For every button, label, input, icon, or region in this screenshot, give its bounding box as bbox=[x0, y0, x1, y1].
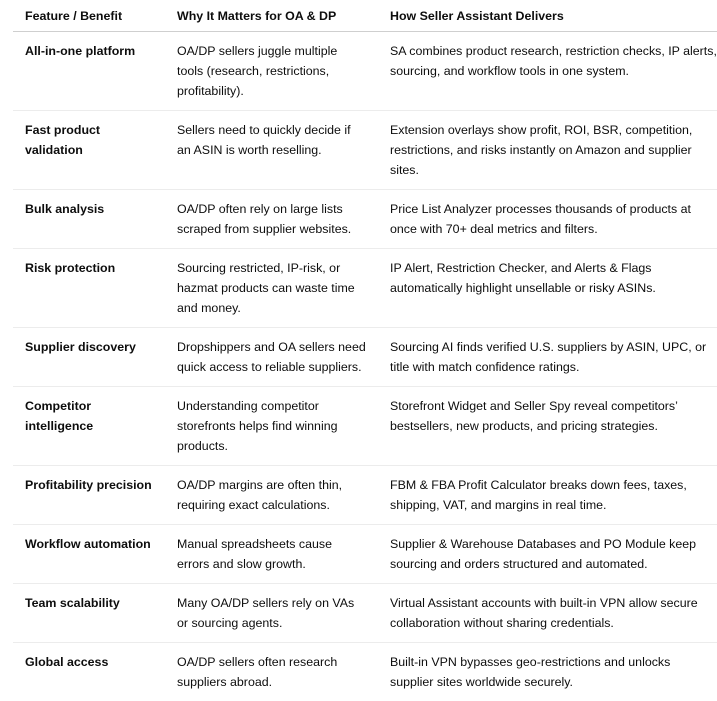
table-row bbox=[13, 111, 717, 190]
why-cell: OA/DP often rely on large lists scraped from supplier websites. bbox=[165, 190, 378, 249]
how-cell: FBM & FBA Profit Calculator breaks down fees, taxes, shipping, VAT, and margins in real time. bbox=[378, 466, 717, 525]
why-cell: OA/DP sellers often research suppliers abroad. bbox=[165, 643, 378, 701]
feature-cell: Supplier discovery bbox=[13, 328, 165, 387]
how-cell: Built-in VPN bypasses geo-restrictions and unlocks supplier sites worldwide securely. bbox=[378, 643, 717, 701]
feature-cell: Fast product validation bbox=[13, 111, 165, 190]
why-cell: OA/DP sellers juggle multiple tools (research, restrictions, profitability). bbox=[165, 32, 378, 111]
comparison-table bbox=[13, 0, 717, 701]
how-cell: Supplier & Warehouse Databases and PO Module keep sourcing and orders structured and automated. bbox=[378, 525, 717, 584]
header-why: Why It Matters for OA & DP bbox=[165, 0, 378, 32]
feature-cell: Workflow automation bbox=[13, 525, 165, 584]
table-row bbox=[13, 190, 717, 249]
why-cell: Dropshippers and OA sellers need quick access to reliable suppliers. bbox=[165, 328, 378, 387]
header-how: How Seller Assistant Delivers bbox=[378, 0, 717, 32]
table-row bbox=[13, 328, 717, 387]
how-cell: Extension overlays show profit, ROI, BSR, competition, restrictions, and risks instantly on Amazon and supplier sites. bbox=[378, 111, 717, 190]
feature-cell: Bulk analysis bbox=[13, 190, 165, 249]
feature-cell: Competitor intelligence bbox=[13, 387, 165, 466]
why-cell: Understanding competitor storefronts helps find winning products. bbox=[165, 387, 378, 466]
feature-cell: All-in-one platform bbox=[13, 32, 165, 111]
how-cell: IP Alert, Restriction Checker, and Alerts & Flags automatically highlight unsellable or risky ASINs. bbox=[378, 249, 717, 328]
table-body bbox=[13, 32, 717, 701]
how-cell: Price List Analyzer processes thousands of products at once with 70+ deal metrics and filters. bbox=[378, 190, 717, 249]
header-row bbox=[13, 0, 717, 32]
why-cell: Sourcing restricted, IP-risk, or hazmat products can waste time and money. bbox=[165, 249, 378, 328]
table-row bbox=[13, 643, 717, 701]
how-cell: SA combines product research, restriction checks, IP alerts, sourcing, and workflow tools in one system. bbox=[378, 32, 717, 111]
table-row bbox=[13, 466, 717, 525]
why-cell: OA/DP margins are often thin, requiring exact calculations. bbox=[165, 466, 378, 525]
how-cell: Storefront Widget and Seller Spy reveal competitors’ bestsellers, new products, and pricing strategies. bbox=[378, 387, 717, 466]
why-cell: Many OA/DP sellers rely on VAs or sourcing agents. bbox=[165, 584, 378, 643]
table-row bbox=[13, 249, 717, 328]
table-row bbox=[13, 584, 717, 643]
table-row bbox=[13, 387, 717, 466]
table-row bbox=[13, 32, 717, 111]
feature-cell: Global access bbox=[13, 643, 165, 701]
table-row bbox=[13, 525, 717, 584]
how-cell: Virtual Assistant accounts with built-in VPN allow secure collaboration without sharing credentials. bbox=[378, 584, 717, 643]
feature-cell: Profitability precision bbox=[13, 466, 165, 525]
why-cell: Manual spreadsheets cause errors and slow growth. bbox=[165, 525, 378, 584]
how-cell: Sourcing AI finds verified U.S. suppliers by ASIN, UPC, or title with match confidence ratings. bbox=[378, 328, 717, 387]
why-cell: Sellers need to quickly decide if an ASIN is worth reselling. bbox=[165, 111, 378, 190]
header-feature: Feature / Benefit bbox=[13, 0, 165, 32]
feature-cell: Team scalability bbox=[13, 584, 165, 643]
table-header bbox=[13, 0, 717, 32]
feature-cell: Risk protection bbox=[13, 249, 165, 328]
